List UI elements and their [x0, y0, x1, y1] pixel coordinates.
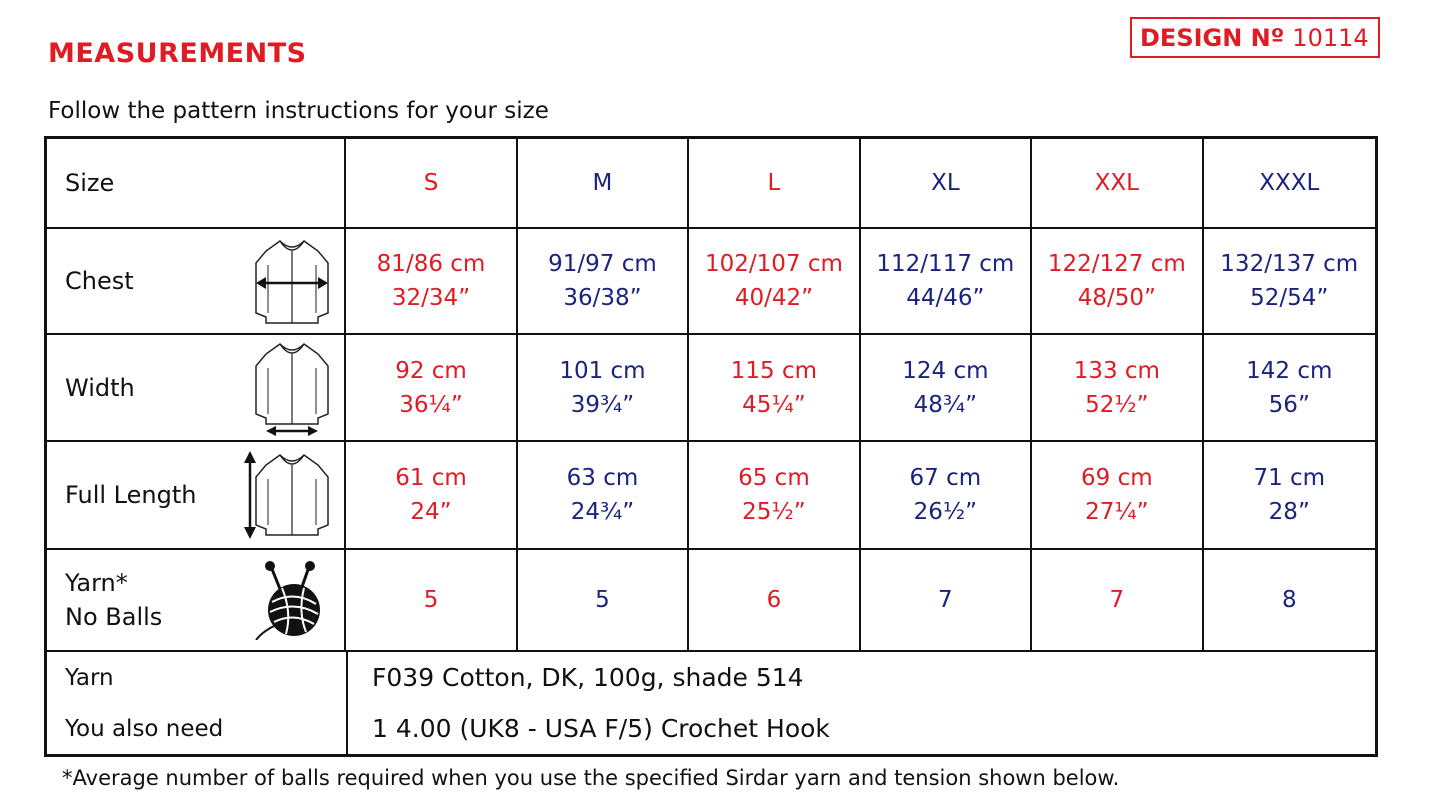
full-length-row [47, 442, 1375, 550]
cardigan-chest-icon [252, 235, 332, 327]
inch-value: 32/34” [391, 285, 471, 311]
inch-value: 40/42” [734, 285, 814, 311]
cm-value: 115 cm [730, 357, 818, 384]
size-header [518, 139, 689, 227]
inch-value: 36¼” [399, 391, 463, 418]
balls-count: 7 [1109, 587, 1125, 613]
balls-count: 5 [595, 587, 610, 613]
cardigan-width-icon [252, 340, 332, 436]
cm-value: 132/137 cm [1220, 251, 1359, 277]
page-heading: MEASUREMENTS [48, 38, 307, 69]
length-value [346, 442, 517, 548]
inch-value: 24” [410, 499, 452, 525]
yarn-info-values [348, 652, 1375, 754]
yarn-info-labels [47, 652, 348, 754]
design-label: DESIGN Nº [1140, 23, 1285, 52]
size-label-cell [47, 139, 346, 227]
size-l: L [767, 170, 781, 196]
footnote: *Average number of balls required when you use the specified Sirdar yarn and tension shown below. [62, 766, 1120, 790]
balls-value [518, 550, 689, 650]
cm-value: 69 cm [1081, 465, 1153, 491]
size-xxl: XXL [1094, 170, 1139, 196]
chest-value [518, 229, 689, 333]
width-label: Width [65, 373, 135, 402]
yarn-info-value: F039 Cotton, DK, 100g, shade 514 [372, 663, 804, 692]
also-need-label: You also need [65, 715, 224, 742]
balls-count: 6 [766, 587, 782, 613]
width-value [1032, 335, 1203, 440]
balls-count: 5 [423, 587, 439, 613]
yarn-label-line2: No Balls [65, 603, 163, 631]
size-m: M [592, 170, 613, 196]
cm-value: 81/86 cm [376, 251, 486, 277]
yarn-ball-needles-icon [252, 560, 332, 640]
balls-value [346, 550, 517, 650]
yarn-info-label: Yarn [65, 664, 114, 691]
size-header [1204, 139, 1375, 227]
chest-value [1032, 229, 1203, 333]
width-value [1204, 335, 1375, 440]
yarn-balls-label-cell [47, 550, 346, 650]
chest-label-cell [47, 229, 346, 333]
cm-value: 133 cm [1073, 357, 1160, 384]
balls-count: 7 [938, 587, 953, 613]
inch-value: 27¼” [1085, 499, 1149, 525]
width-value [346, 335, 517, 440]
yarn-info-row [47, 652, 1375, 754]
chest-value [1204, 229, 1375, 333]
cm-value: 124 cm [902, 357, 989, 384]
inch-value: 52/54” [1250, 285, 1329, 311]
cm-value: 112/117 cm [876, 251, 1015, 277]
design-number-box [1130, 17, 1380, 58]
inch-value: 28” [1268, 499, 1310, 525]
inch-value: 45¼” [742, 391, 806, 418]
design-number: 10114 [1292, 23, 1369, 52]
measurements-table [44, 136, 1378, 757]
inch-value: 48/50” [1077, 285, 1156, 311]
full-length-label: Full Length [65, 481, 197, 509]
balls-value [861, 550, 1032, 650]
size-row [47, 139, 1375, 229]
inch-value: 56” [1268, 391, 1310, 418]
length-value [689, 442, 860, 548]
cm-value: 71 cm [1253, 465, 1326, 491]
balls-value [1032, 550, 1203, 650]
cm-value: 102/107 cm [704, 251, 843, 277]
inch-value: 36/38” [563, 285, 642, 311]
inch-value: 24¾” [570, 499, 635, 525]
width-value [518, 335, 689, 440]
width-label-cell [47, 335, 346, 440]
cardigan-length-icon [242, 449, 332, 541]
size-label: Size [65, 169, 115, 197]
length-value [1204, 442, 1375, 548]
cm-value: 61 cm [395, 465, 467, 491]
inch-value: 26½” [913, 499, 978, 525]
size-s: S [423, 170, 439, 196]
width-value [861, 335, 1032, 440]
size-header [346, 139, 517, 227]
length-value [518, 442, 689, 548]
width-row [47, 335, 1375, 442]
length-value [1032, 442, 1203, 548]
inch-value: 48¾” [913, 391, 978, 418]
size-header [689, 139, 860, 227]
cm-value: 63 cm [566, 465, 639, 491]
chest-value [861, 229, 1032, 333]
also-need-value: 1 4.00 (UK8 - USA F/5) Crochet Hook [372, 714, 830, 743]
full-length-label-cell [47, 442, 346, 548]
length-value [861, 442, 1032, 548]
cm-value: 92 cm [395, 357, 467, 384]
width-value [689, 335, 860, 440]
size-xxxl: XXXL [1259, 170, 1320, 196]
balls-value [1204, 550, 1375, 650]
cm-value: 142 cm [1246, 357, 1333, 384]
size-header [861, 139, 1032, 227]
cm-value: 101 cm [559, 357, 646, 384]
inch-value: 44/46” [906, 285, 985, 311]
size-xl: XL [931, 170, 960, 196]
yarn-label-line1: Yarn* [65, 569, 128, 597]
cm-value: 91/97 cm [548, 251, 657, 277]
chest-value [689, 229, 860, 333]
instructions-subtitle: Follow the pattern instructions for your size [48, 98, 549, 124]
balls-count: 8 [1281, 587, 1297, 613]
chest-label: Chest [65, 267, 134, 295]
cm-value: 65 cm [738, 465, 810, 491]
balls-value [689, 550, 860, 650]
chest-row [47, 229, 1375, 335]
inch-value: 39¾” [570, 391, 635, 418]
inch-value: 25½” [742, 499, 806, 525]
yarn-balls-row [47, 550, 1375, 652]
inch-value: 52½” [1085, 391, 1149, 418]
cm-value: 67 cm [909, 465, 982, 491]
cm-value: 122/127 cm [1047, 251, 1186, 277]
size-header [1032, 139, 1203, 227]
chest-value [346, 229, 517, 333]
